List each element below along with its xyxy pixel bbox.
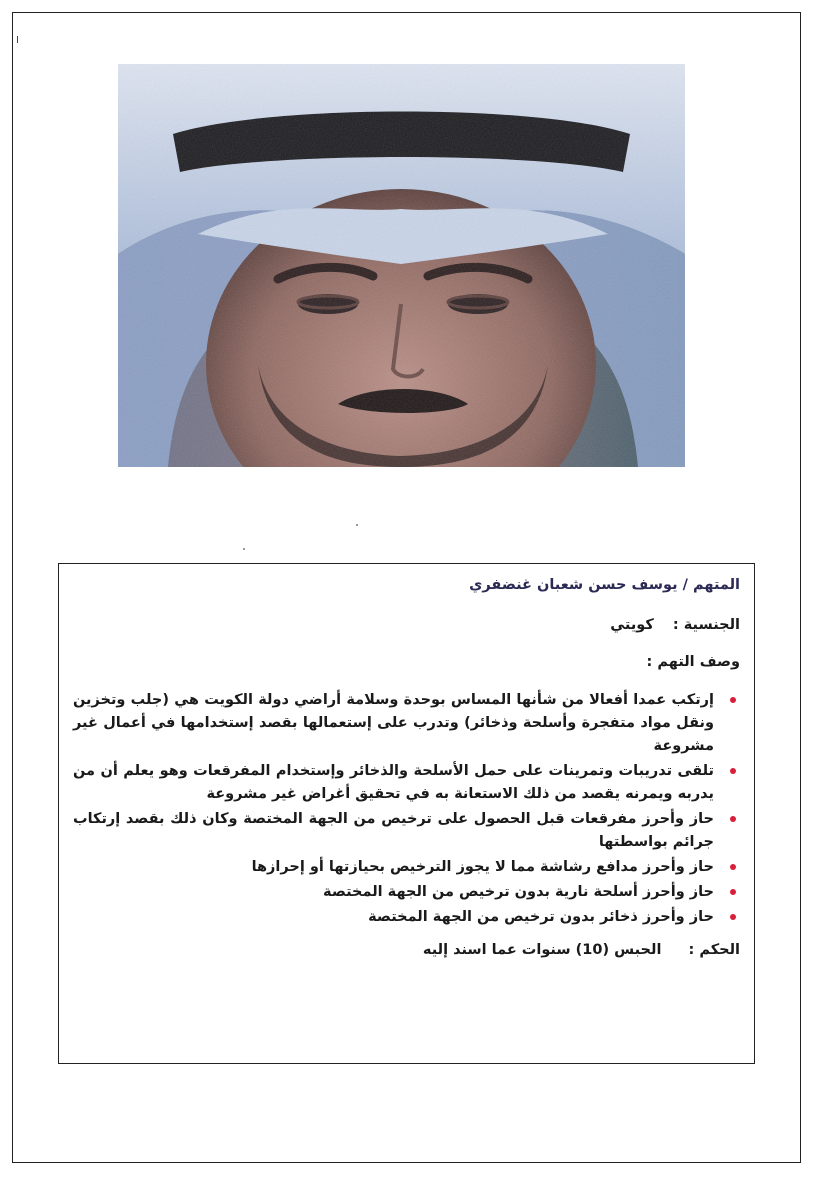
nationality-label: الجنسية :	[672, 617, 740, 633]
charges-title: وصف التهم :	[646, 654, 740, 670]
case-info-box	[58, 563, 755, 1064]
verdict-label: الحكم :	[688, 942, 740, 958]
bullet-icon	[730, 914, 736, 920]
charge-item: حاز وأحرز مدافع رشاشة مما لا يجوز الترخيص بحيازتها أو إحرازها	[73, 856, 714, 879]
verdict-row	[73, 939, 740, 961]
verdict-value: الحبس (10) سنوات عما اسند إليه	[422, 942, 662, 958]
charge-item: حاز وأحرز أسلحة نارية بدون ترخيص من الجهة المختصة	[73, 881, 714, 904]
edge-mark	[17, 36, 18, 43]
bullet-icon	[730, 816, 736, 822]
charge-item: حاز وأحرز مفرقعات قبل الحصول على ترخيص من الجهة المختصة وكان ذلك بقصد إرتكاب جرائم بواسطتها	[73, 808, 714, 854]
charges-list	[73, 689, 740, 929]
bullet-icon	[730, 768, 736, 774]
scan-speck	[356, 524, 358, 526]
nationality-row	[73, 614, 740, 636]
charge-item: تلقى تدريبات وتمرينات على حمل الأسلحة والذخائر وإستخدام المفرقعات وهو يعلم أن من يدربه ويمرنه يقصد من ذلك الاستعانة به في تحقيق أغراض غير مشروعة	[73, 760, 714, 806]
accused-row	[73, 574, 740, 596]
scan-speck	[243, 548, 245, 550]
charge-item: إرتكب عمدا أفعالا من شأنها المساس بوحدة وسلامة أراضي دولة الكويت هي (جلب وتخزين ونقل مواد متفجرة وأسلحة وذخائر) وتدرب على إستعمالها بقصد إستخدامها في أعمال غير مشروعة	[73, 689, 714, 758]
accused-name: يوسف حسن شعبان غنضفري	[469, 577, 678, 593]
accused-photo	[118, 64, 685, 467]
accused-label: المتهم /	[682, 577, 740, 593]
bullet-icon	[730, 697, 736, 703]
nationality-value: كويتي	[610, 617, 654, 633]
bullet-icon	[730, 864, 736, 870]
charge-item: حاز وأحرز ذخائر بدون ترخيص من الجهة المختصة	[73, 906, 714, 929]
bullet-icon	[730, 889, 736, 895]
